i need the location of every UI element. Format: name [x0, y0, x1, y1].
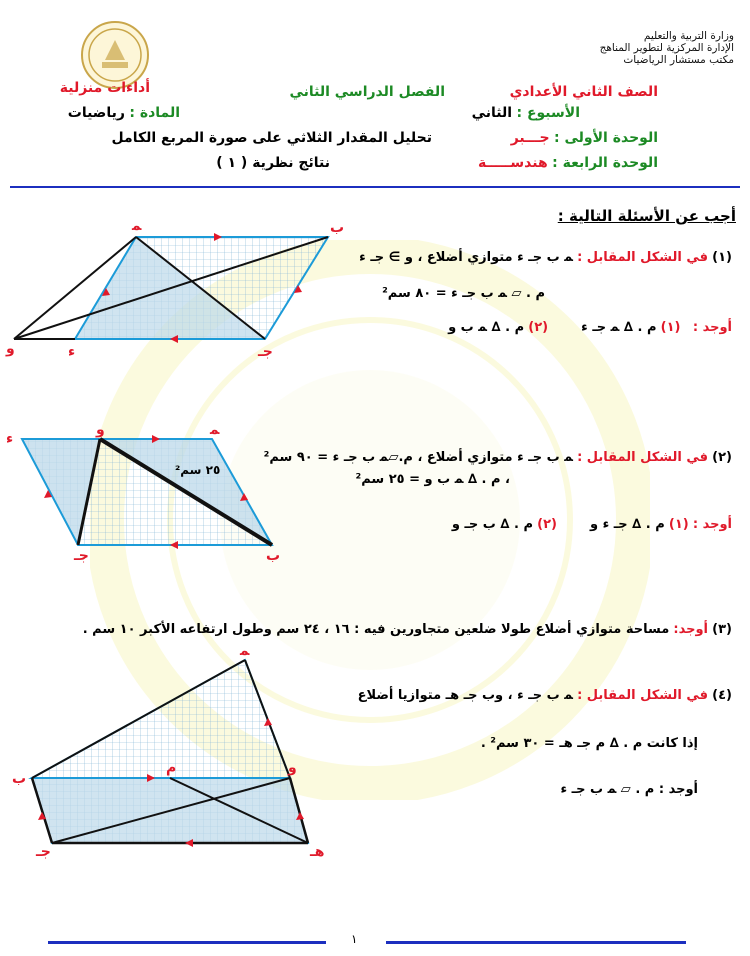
- q2-lead: في الشكل المقابل :: [577, 450, 709, 465]
- unit1-topic: تحليل المقدار الثلاثي على صورة المربع الكامل: [111, 130, 432, 146]
- q1-number: (١): [712, 250, 732, 265]
- q2-find-label: أوجد :: [692, 517, 732, 532]
- q1-a2: م . ∆ ﻤ ب و: [448, 320, 525, 335]
- unit1-label: الوحدة الأولى :: [554, 130, 658, 146]
- q2-label-c: جـ: [74, 548, 89, 564]
- q2-number: (٢): [712, 450, 732, 465]
- q2-area-label: ٢٥ سم²: [175, 463, 221, 477]
- grade-title: الصف الثاني الأعدادي: [509, 84, 658, 100]
- q1-a2-num: (٢): [528, 320, 549, 335]
- q4-figure: [0, 640, 340, 860]
- q2-line2: ، م . ∆ ﻤ ب و = ٢٥ سم²: [355, 472, 510, 487]
- q1-label-d: ء: [68, 344, 76, 360]
- q1-label-w: و: [6, 341, 15, 357]
- q1-a1-num: (١): [660, 320, 681, 335]
- q2-label-w: و: [96, 422, 105, 438]
- q4-number: (٤): [712, 688, 732, 703]
- q3-number: (٣): [712, 622, 732, 637]
- q2-a2: م . ∆ ب جـ و: [451, 517, 533, 532]
- q2-label-d: ء: [6, 431, 14, 447]
- q2-a1: م . ∆ جـ ء و: [590, 517, 665, 532]
- footer-line-right: [386, 941, 686, 944]
- q4-label-m: م: [166, 760, 177, 776]
- q4-label-c: جـ: [36, 844, 51, 860]
- unit4-value: هندســـــة: [478, 155, 548, 171]
- unit1-row: [511, 130, 658, 146]
- q1-label-c: جـ: [258, 344, 273, 360]
- q2-a2-num: (٢): [537, 517, 557, 532]
- unit4-topic: نتائج نظرية ( ١ ): [216, 155, 330, 171]
- subject-row: [68, 105, 180, 121]
- q1-text: ﻤ ب جـ ء متوازي أضلاع ، و ∋ جـ ء: [359, 250, 573, 265]
- ministry-line-3: مكتب مستشار الرياضيات: [623, 54, 734, 66]
- q4-line1: [358, 688, 732, 703]
- subject-value: رياضيات: [67, 105, 125, 121]
- q2-a1-num: (١): [668, 517, 689, 532]
- week-value: الثاني: [471, 105, 513, 121]
- instructions: أجب عن الأسئلة التالية :: [557, 207, 736, 225]
- q1-find-row: [448, 320, 732, 335]
- q2-find-row: [452, 517, 732, 532]
- unit1-value: جـــبر: [510, 130, 550, 146]
- term-title: الفصل الدراسي الثاني: [289, 84, 445, 100]
- q4-label-w: و: [288, 760, 297, 776]
- q1-lead: في الشكل المقابل :: [577, 250, 709, 265]
- q2-label-a: ﻤ: [210, 422, 220, 438]
- q4-lead: في الشكل المقابل :: [577, 688, 709, 703]
- ministry-text: [600, 30, 734, 66]
- q4-text: ﻤ ب جـ ء ، وب جـ هـ متوازيا أضلاع: [357, 688, 573, 703]
- q1-line1: [359, 250, 732, 265]
- unit4-row: [478, 155, 658, 171]
- q4-find: أوجد : م . ▱ ﻤ ب جـ ء: [560, 782, 698, 797]
- q4-label-a: ﻤ: [240, 643, 250, 659]
- footer-line-left: [48, 941, 326, 944]
- q1-figure: [0, 210, 345, 370]
- week-label: الأسبوع :: [516, 105, 580, 121]
- q3-line: [83, 622, 732, 637]
- q1-line2: م . ▱ ﻤ ب جـ ء = ٨٠ سم²: [382, 286, 545, 301]
- q4-label-b: ب: [12, 771, 27, 787]
- q2-label-b: ب: [266, 548, 281, 564]
- q2-figure: [0, 420, 300, 564]
- ministry-line-2: الإدارة المركزية لتطوير المناهج: [599, 42, 734, 54]
- header-divider: [10, 186, 740, 188]
- q3-lead: أوجد:: [673, 622, 709, 637]
- q4-label-h: هـ: [310, 844, 325, 860]
- q1-a1: م . ∆ ﻤ جـ ء: [581, 320, 657, 335]
- q2-line1: [264, 450, 732, 465]
- page-number: ١: [351, 932, 358, 946]
- subject-label: المادة :: [129, 105, 180, 121]
- q4-line2: إذا كانت م . ∆ م جـ هـ = ٣٠ سم² .: [480, 736, 698, 751]
- week-row: [472, 105, 580, 121]
- q1-label-a: ﻤ: [132, 218, 142, 234]
- unit4-label: الوحدة الرابعة :: [552, 155, 658, 171]
- homework-title: أداءات منزلية: [59, 80, 150, 96]
- q1-find-label: أوجد :: [692, 320, 732, 335]
- q1-label-b: ب: [330, 220, 345, 236]
- q3-text: مساحة متوازي أضلاع طولا ضلعين متجاورين فيه : ١٦ ، ٢٤ سم وطول ارتفاعه الأكبر ١٠ سم .: [82, 622, 670, 637]
- q2-text: ﻤ ب جـ ء متوازي أضلاع ، م.▱ﻤ ب جـ ء = ٩٠ سم²: [263, 450, 573, 465]
- ministry-line-1: وزارة التربية والتعليم: [643, 30, 734, 42]
